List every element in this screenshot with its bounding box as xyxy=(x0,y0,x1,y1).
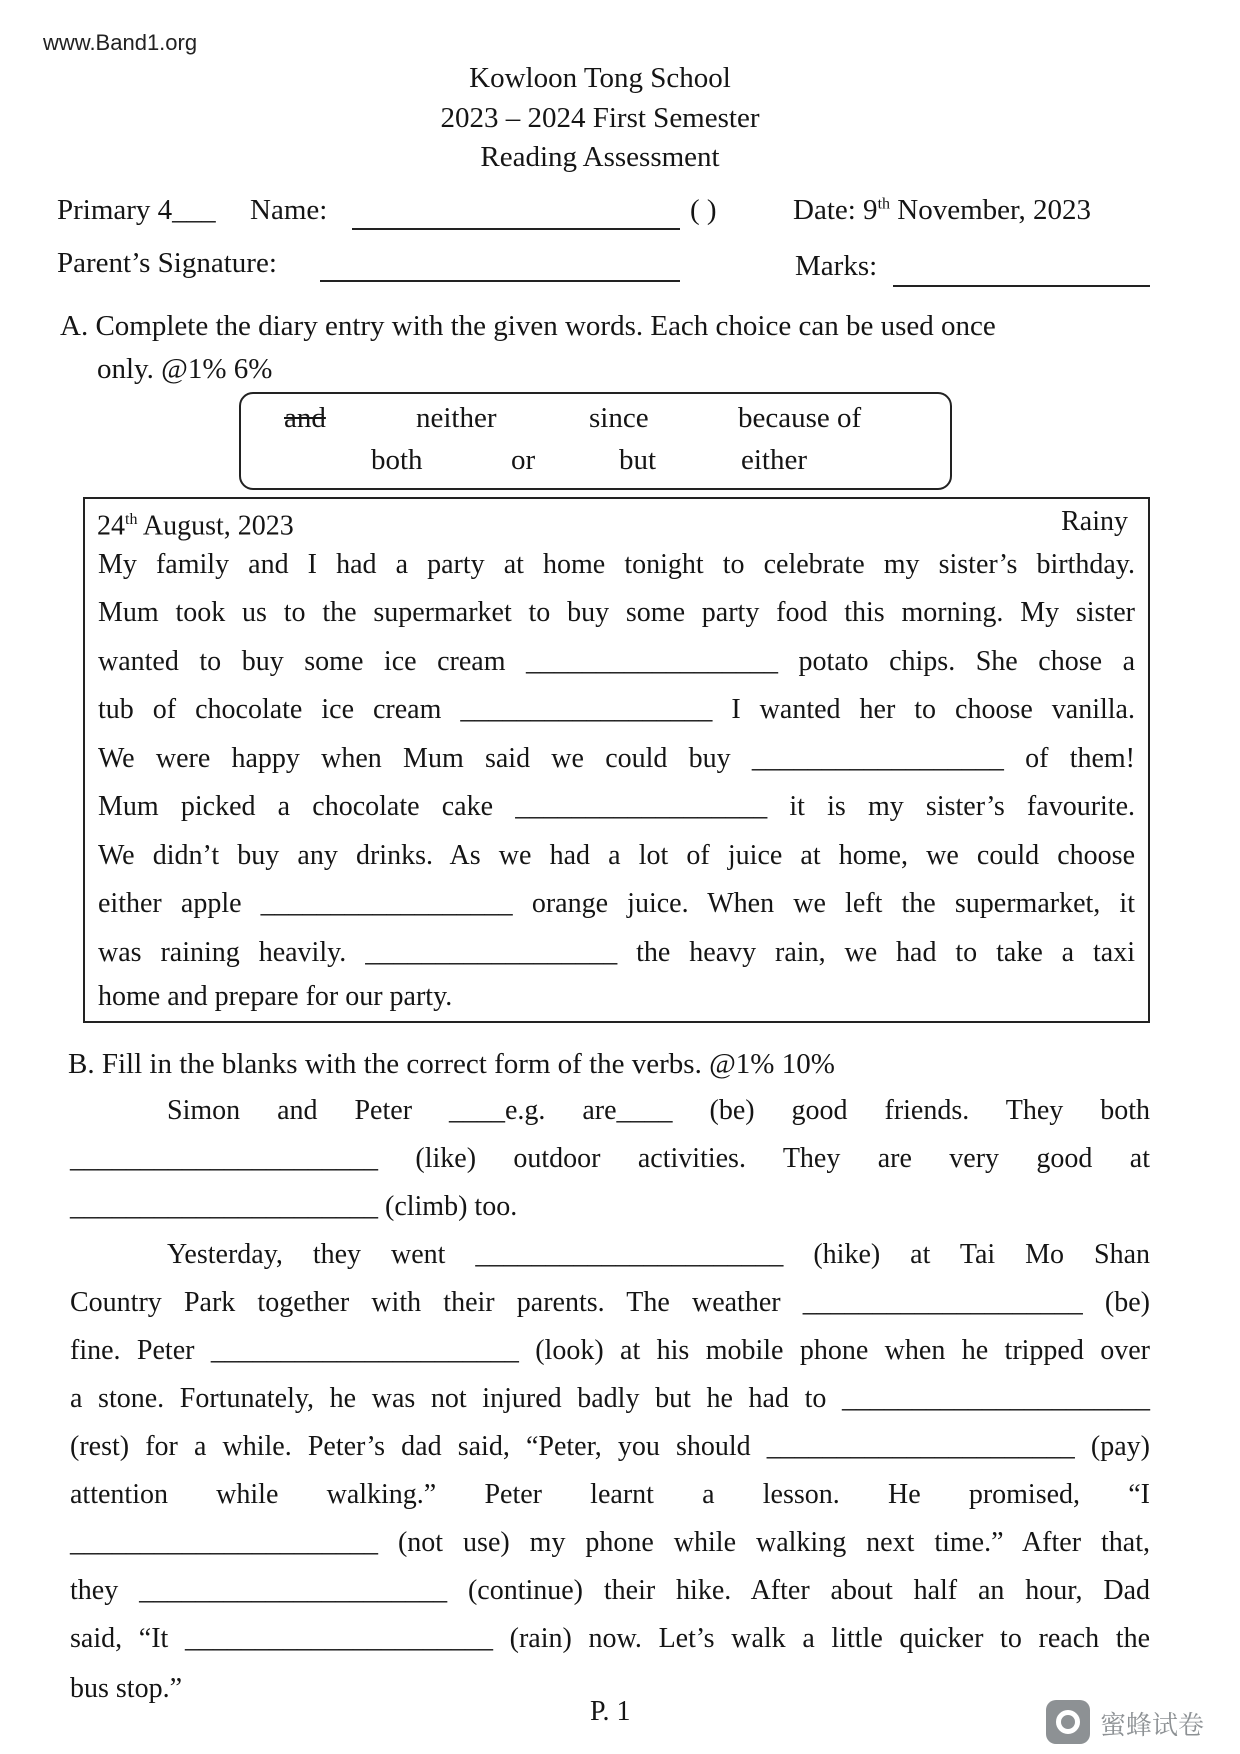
page-number: P. 1 xyxy=(590,1696,631,1727)
diary-line: home and prepare for our party. xyxy=(98,981,453,1012)
brand-name: 蜜蜂试卷 xyxy=(1100,1711,1205,1741)
class-number-field[interactable]: ( ) xyxy=(690,194,717,226)
diary-line[interactable]: tub of chocolate ice cream __________________ I wanted her to choose vanilla. xyxy=(98,694,1135,725)
word-since: since xyxy=(589,402,649,434)
word-bank xyxy=(239,392,952,490)
passage-line[interactable]: a stone. Fortunately, he was not injured badly but he had to ______________________ xyxy=(70,1383,1150,1414)
diary-line[interactable]: wanted to buy some ice cream __________________ potato chips. She chose a xyxy=(98,646,1135,677)
word-either: either xyxy=(741,444,808,476)
diary-line[interactable]: was raining heavily. __________________ the heavy rain, we had to take a taxi xyxy=(98,937,1135,968)
exam-date xyxy=(793,194,1091,227)
passage-line[interactable]: (rest) for a while. Peter’s dad said, “Peter, you should ______________________ (pay) xyxy=(70,1431,1150,1462)
diary-line: Mum took us to the supermarket to buy some party food this morning. My sister xyxy=(98,597,1135,628)
passage-line[interactable]: ______________________ (not use) my phone while walking next time.” After that, xyxy=(70,1527,1150,1558)
section-a-instruction: A. Complete the diary entry with the given words. Each choice can be used once xyxy=(60,310,996,342)
diary-month-year: August, 2023 xyxy=(137,510,294,542)
marks-label: Marks: xyxy=(795,250,878,282)
section-a-instruction-cont: only. @1% 6% xyxy=(97,353,273,385)
word-both: both xyxy=(371,444,423,476)
signature-label: Parent’s Signature: xyxy=(57,247,277,279)
passage-line[interactable]: they ______________________ (continue) their hike. After about half an hour, Dad xyxy=(70,1575,1150,1606)
section-b-instruction: B. Fill in the blanks with the correct form of the verbs. @1% 10% xyxy=(68,1048,835,1080)
word-but: but xyxy=(619,444,657,476)
school-name: Kowloon Tong School xyxy=(469,62,731,94)
marks-field[interactable] xyxy=(893,285,1150,287)
date-rest: November, 2023 xyxy=(890,194,1092,226)
diary-line[interactable]: We were happy when Mum said we could buy __________________ of them! xyxy=(98,743,1135,774)
diary-line: We didn’t buy any drinks. As we had a lot of juice at home, we could choose xyxy=(98,840,1135,871)
word-and: and xyxy=(284,402,326,434)
watermark-url: www.Band1.org xyxy=(43,30,198,55)
date-suffix: th xyxy=(877,195,891,213)
passage-line[interactable]: ______________________ (climb) too. xyxy=(70,1191,518,1222)
signature-field[interactable] xyxy=(320,280,680,282)
diary-line: My family and I had a party at home tonight to celebrate my sister’s birthday. xyxy=(98,549,1135,580)
diary-line[interactable]: either apple __________________ orange juice. When we left the supermarket, it xyxy=(98,888,1135,919)
diary-date xyxy=(97,501,294,545)
passage-line[interactable]: said, “It ______________________ (rain) now. Let’s walk a little quicker to reach the xyxy=(70,1623,1150,1654)
word-neither: neither xyxy=(416,402,497,434)
word-or: or xyxy=(511,444,536,476)
passage-line[interactable]: Yesterday, they went ______________________ (hike) at Tai Mo Shan xyxy=(167,1239,1150,1270)
name-label: Name: xyxy=(250,194,328,226)
diary-weather: Rainy xyxy=(1061,506,1128,537)
diary-day: 24 xyxy=(97,510,125,542)
brand-logo-icon xyxy=(1046,1700,1090,1744)
passage-line: Simon and Peter ____e.g. are____ (be) good friends. They both xyxy=(167,1095,1150,1126)
passage-line[interactable]: Country Park together with their parents. The weather ____________________ (be) xyxy=(70,1287,1150,1318)
name-field[interactable] xyxy=(352,228,680,230)
passage-line[interactable]: fine. Peter ______________________ (look) at his mobile phone when he tripped over xyxy=(70,1335,1150,1366)
assessment-title: Reading Assessment xyxy=(480,141,720,173)
class-label: Primary 4___ xyxy=(57,194,216,226)
diary-line[interactable]: Mum picked a chocolate cake __________________ it is my sister’s favourite. xyxy=(98,791,1135,822)
passage-line: bus stop.” xyxy=(70,1673,182,1704)
date-label: Date: 9 xyxy=(793,194,878,226)
word-because-of: because of xyxy=(738,402,862,434)
passage-line[interactable]: ______________________ (like) outdoor activities. They are very good at xyxy=(70,1143,1150,1174)
diary-entry xyxy=(83,497,1150,1023)
diary-day-suffix: th xyxy=(125,511,138,528)
passage-line: attention while walking.” Peter learnt a lesson. He promised, “I xyxy=(70,1479,1150,1510)
semester: 2023 – 2024 First Semester xyxy=(440,102,760,134)
